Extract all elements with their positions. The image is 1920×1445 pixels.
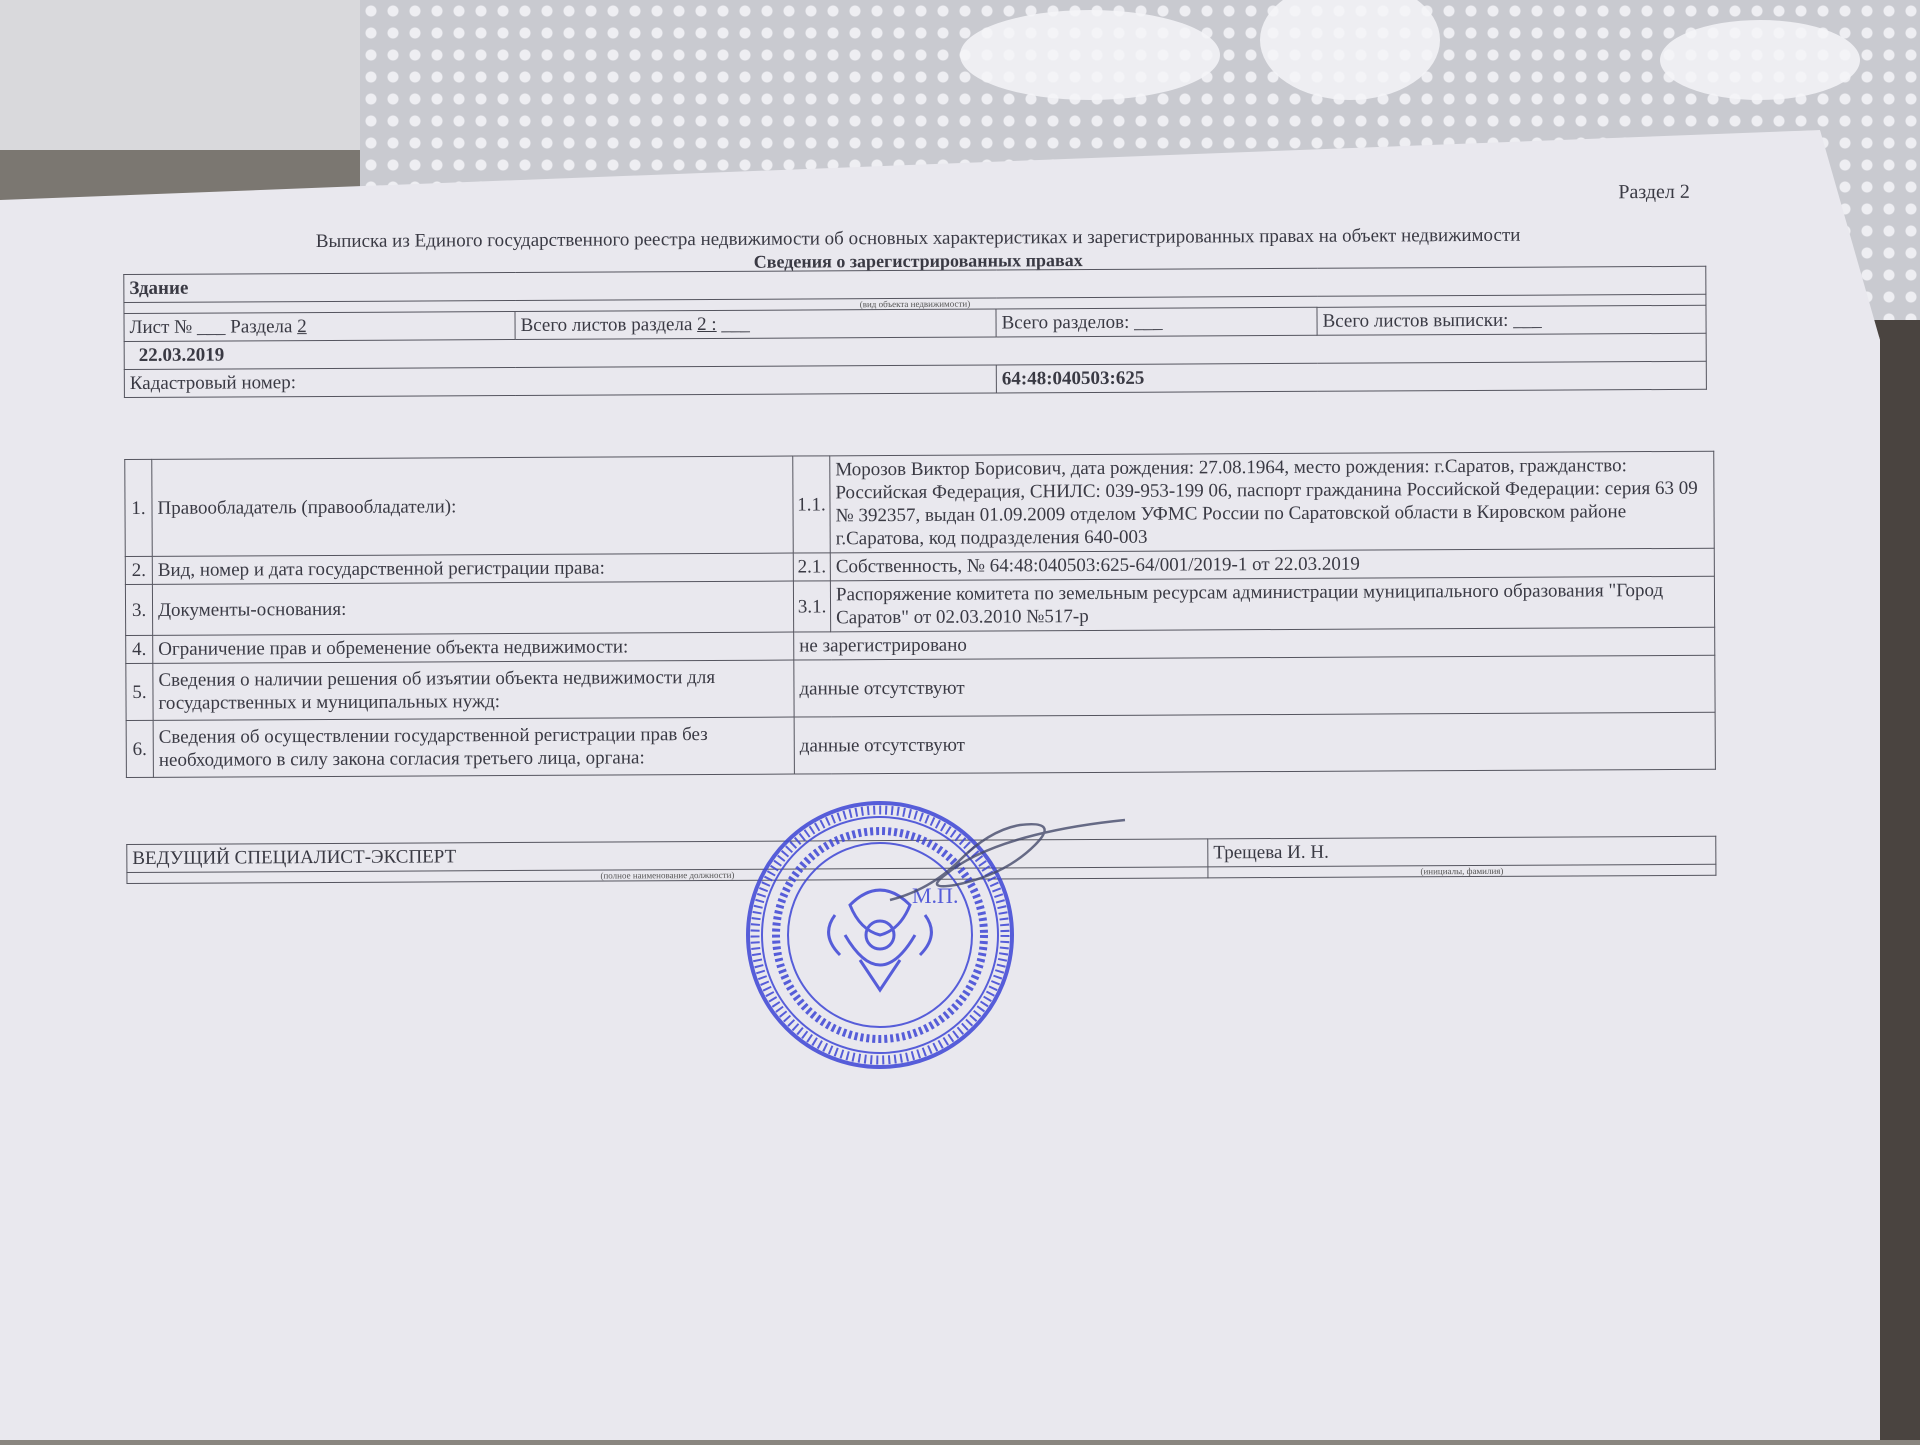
stamp-mp-label: М.П. (912, 883, 959, 908)
row-number: 2. (125, 556, 152, 584)
row-value: Морозов Виктор Борисович, дата рождения: 27.08.1964, место рождения: г.Саратов, гражданство: Российская Федерация, СНИЛС: 039-953-199 06, паспорт гражданина Российской Федерации: серия 63 09 № 392357, выдан 01.09.2009 отделом УФМС России по Саратовской области в Кировском районе г.Саратова, код подразделения 640-003 (830, 451, 1714, 553)
row-number: 3. (125, 584, 152, 635)
row-subnumber: 1.1. (793, 456, 831, 553)
total-sheets-label: Всего листов выписки: (1322, 309, 1509, 332)
row-label: Сведения об осуществлении государственной регистрации прав без необходимого в силу закона согласия третьего лица, органа: (153, 717, 794, 777)
table-row (125, 451, 1714, 556)
official-name: Трещева И. Н. (1208, 836, 1716, 867)
total-sheets-cell (1317, 305, 1706, 335)
total-sheets-blank: ___ (1513, 309, 1542, 331)
row-value: не зарегистрировано (794, 627, 1715, 660)
extract-date: 22.03.2019 (124, 333, 1706, 369)
total-sections-label: Всего разделов: (1001, 311, 1130, 334)
sheets-in-section-label: Всего листов раздела (520, 314, 693, 336)
table-row (126, 712, 1715, 777)
sheet-label: Лист № ___ Раздела (129, 316, 293, 339)
document-title: Выписка из Единого государственного реестра недвижимости об основных характеристиках и зарегистрированных правах на объект недвижимости (315, 224, 1521, 253)
row-value: данные отсутствуют (794, 712, 1715, 774)
row-value: Собственность, № 64:48:040503:625-64/001/2019-1 от 22.03.2019 (830, 548, 1714, 581)
row-subnumber: 2.1. (793, 553, 830, 581)
row-subnumber: 3.1. (793, 581, 830, 632)
row-label: Документы-основания: (152, 581, 793, 635)
row-value: данные отсутствуют (794, 655, 1715, 717)
cadastral-label: Кадастровый номер: (124, 365, 996, 398)
name-caption: (инициалы, фамилия) (1208, 864, 1716, 878)
table-row (125, 576, 1714, 635)
row-value: Распоряжение комитета по земельным ресурсам администрации муниципального образования "Город Саратов" от 02.03.2010 №517-р (830, 576, 1714, 632)
sheets-in-section-cell (515, 309, 996, 340)
row-number: 1. (125, 459, 153, 556)
row-number: 4. (126, 635, 153, 663)
handwritten-signature-icon (880, 800, 1140, 920)
row-label: Ограничение прав и обременение объекта недвижимости: (153, 632, 794, 663)
row-label: Вид, номер и дата государственной регистрации права: (152, 553, 793, 584)
row-number: 6. (126, 720, 153, 777)
sheet-number-cell (124, 312, 515, 342)
cadastral-number: 64:48:040503:625 (996, 361, 1706, 393)
object-type-caption: (вид объекта недвижимости) (124, 294, 1706, 313)
sheets-in-section-value: 2 : (697, 313, 717, 336)
section-number: Раздел 2 (1618, 180, 1690, 204)
sheet-section-number: 2 (297, 316, 307, 338)
object-type: Здание (124, 266, 1706, 302)
rights-table (124, 451, 1716, 778)
total-sections-cell (996, 307, 1317, 337)
header-table (123, 266, 1707, 398)
document-subtitle: Сведения о зарегистрированных правах (753, 250, 1083, 272)
row-number: 5. (126, 663, 153, 720)
position-caption: (полное наименование должности) (127, 867, 1208, 884)
table-row (126, 655, 1715, 720)
total-sections-blank: ___ (1134, 311, 1163, 333)
row-label: Сведения о наличии решения об изъятии объекта недвижимости для государственных и муниципальных нужд: (153, 660, 794, 720)
sheets-in-section-blank: ___ (721, 313, 750, 335)
official-position: ВЕДУЩИЙ СПЕЦИАЛИСТ-ЭКСПЕРТ (127, 839, 1208, 873)
row-label: Правообладатель (правообладатели): (152, 456, 793, 556)
